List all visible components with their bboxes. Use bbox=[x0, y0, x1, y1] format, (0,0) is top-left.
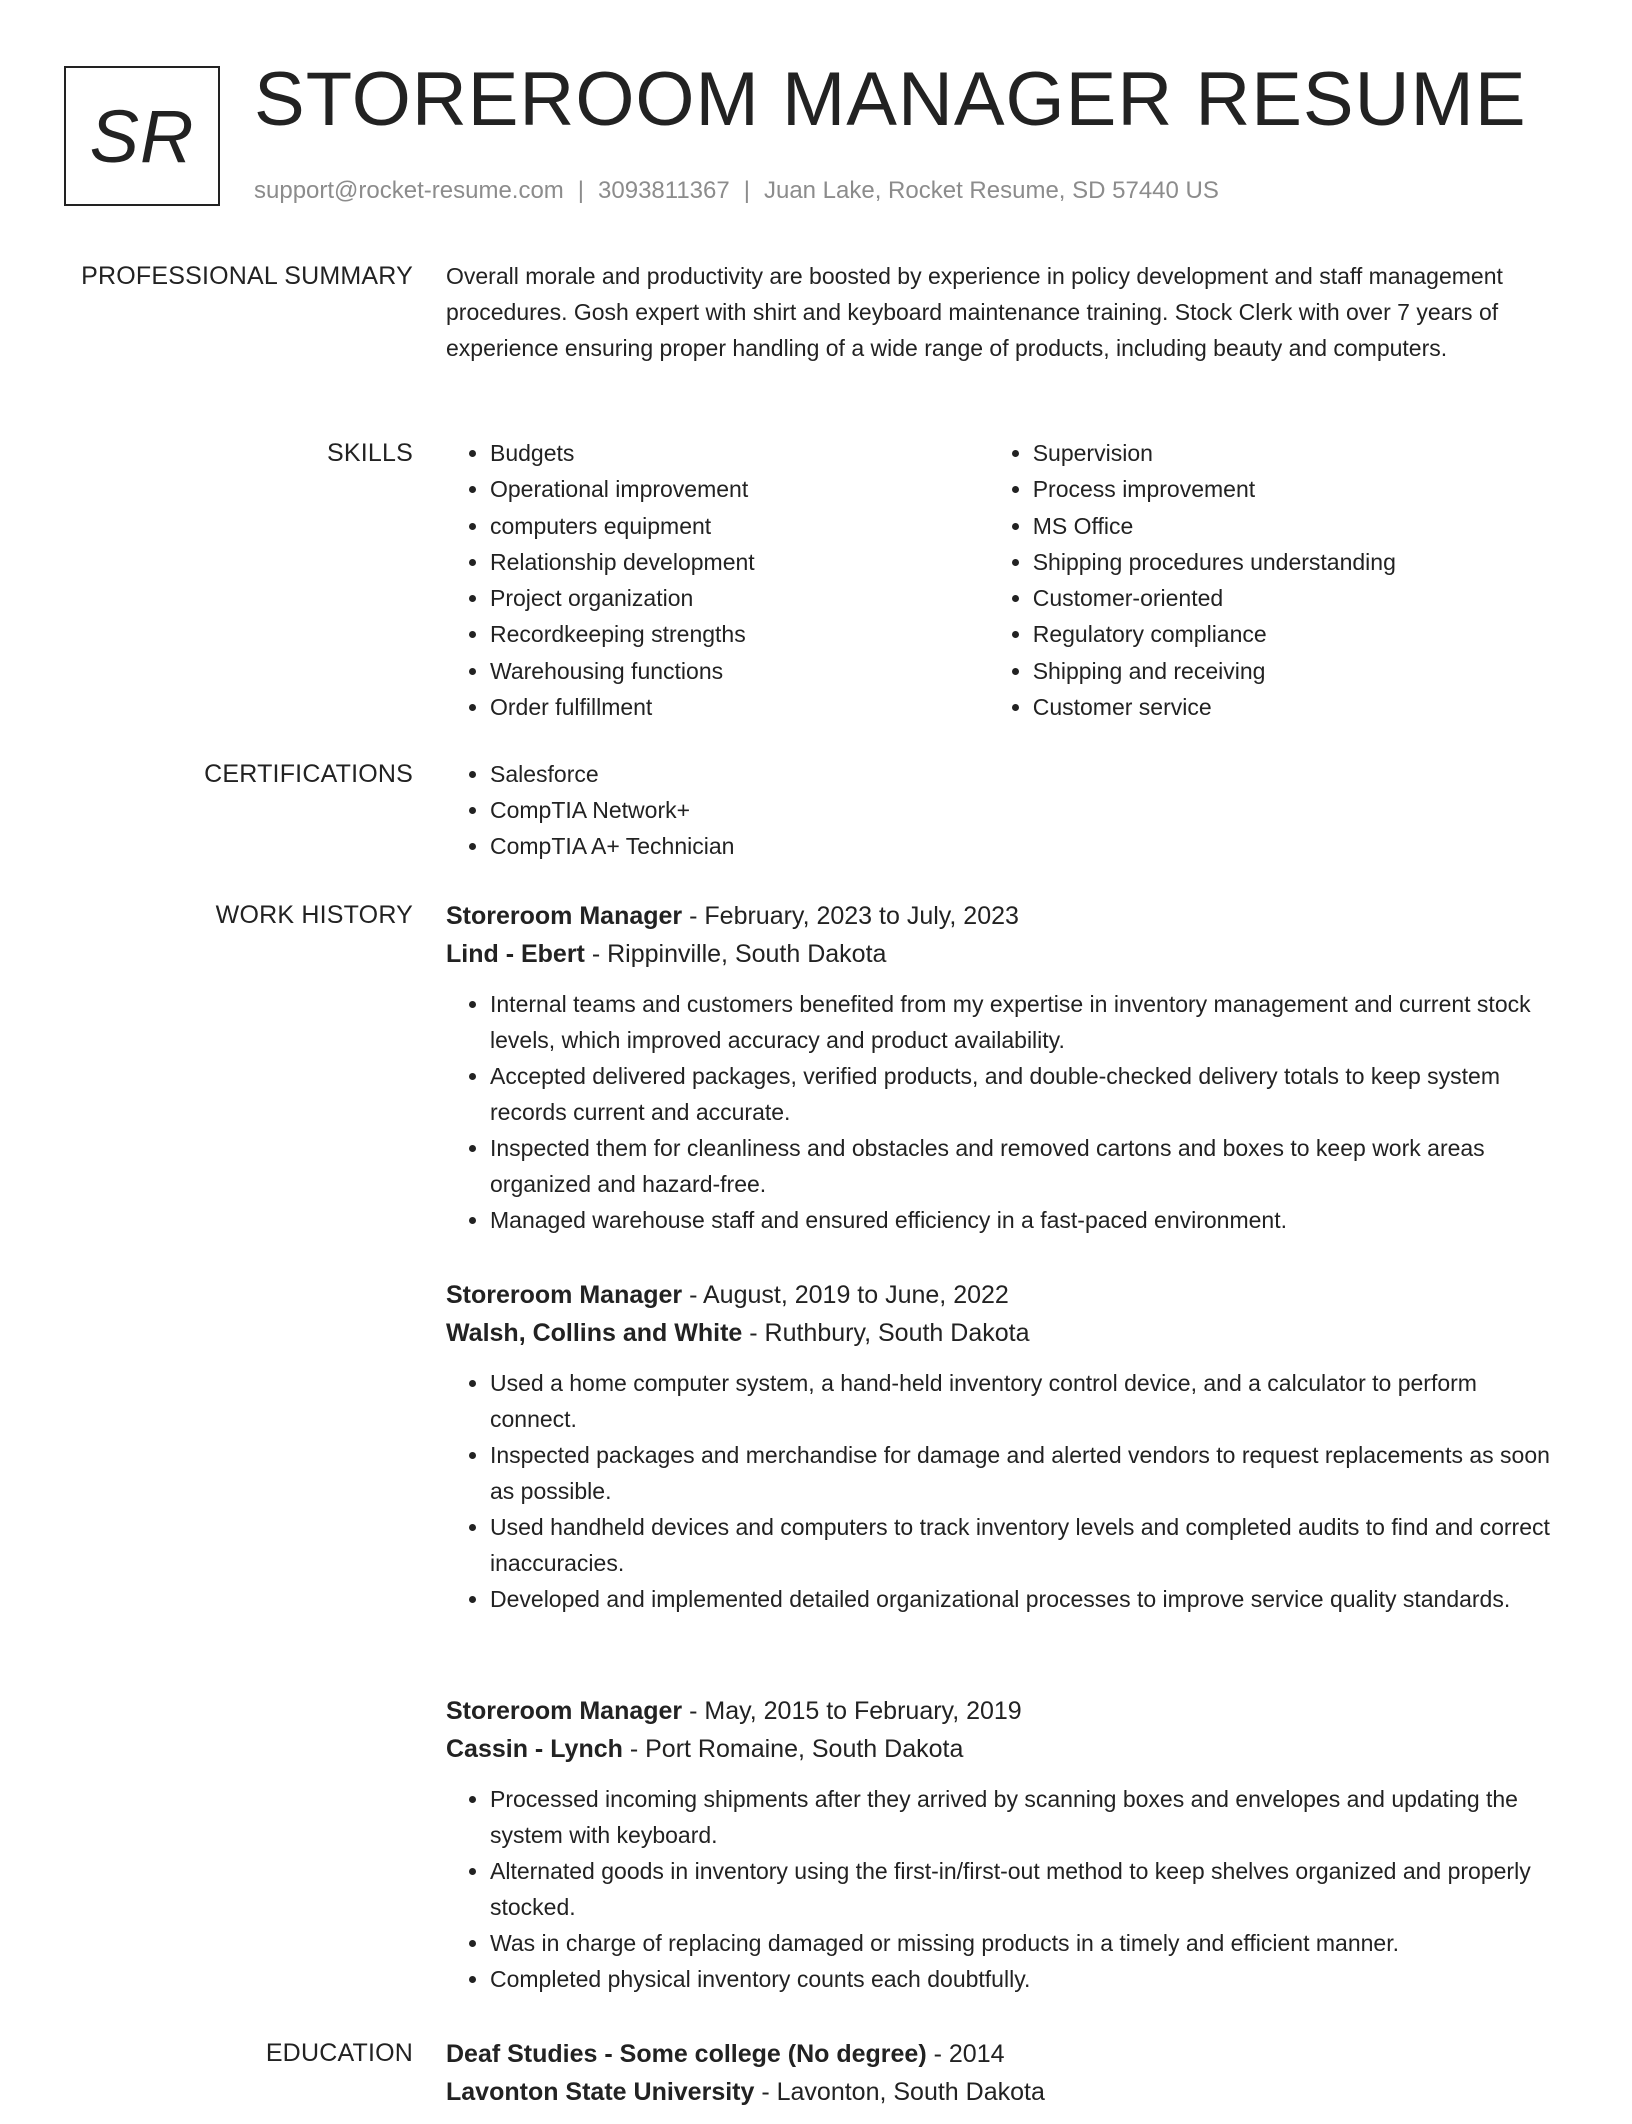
monogram-initials: SR bbox=[89, 94, 195, 178]
certification-item: • CompTIA A+ Technician bbox=[490, 828, 1566, 864]
job-title-line bbox=[446, 1276, 1566, 1314]
certifications-body bbox=[446, 756, 1566, 864]
skills-body bbox=[446, 435, 1566, 725]
job-entry bbox=[446, 897, 1566, 1238]
employer-name: Cassin - Lynch bbox=[446, 1735, 623, 1763]
job-duty: • Used handheld devices and computers to track inventory levels and completed audits to find and correct inaccuracies. bbox=[490, 1509, 1566, 1581]
employer-line bbox=[446, 935, 1566, 973]
job-duty: • Inspected them for cleanliness and obstacles and removed cartons and boxes to keep work areas organized and hazard-free. bbox=[490, 1130, 1566, 1202]
skill-item: • Customer service bbox=[1033, 689, 1566, 725]
job-title: Storeroom Manager bbox=[446, 1281, 683, 1309]
job-duty: • Processed incoming shipments after they arrived by scanning boxes and envelopes and updating the system with keyboard. bbox=[490, 1781, 1566, 1853]
job-duties-list bbox=[446, 986, 1566, 1238]
job-title-line bbox=[446, 1692, 1566, 1730]
skill-item: • Budgets bbox=[490, 435, 989, 471]
employer-location: - Rippinville, South Dakota bbox=[584, 940, 887, 968]
job-duty: • Was in charge of replacing damaged or missing products in a timely and efficient manner. bbox=[490, 1925, 1566, 1961]
skill-item: • Recordkeeping strengths bbox=[490, 616, 989, 652]
job-duties-list bbox=[446, 1781, 1566, 1997]
section-label-work-history: WORK HISTORY bbox=[215, 901, 413, 929]
job-duties-list bbox=[446, 1365, 1566, 1617]
skill-item: • MS Office bbox=[1033, 508, 1566, 544]
section-label-skills: SKILLS bbox=[327, 439, 413, 467]
summary-body bbox=[446, 258, 1566, 366]
job-title: Storeroom Manager bbox=[446, 1697, 683, 1725]
job-dates: - February, 2023 to July, 2023 bbox=[682, 902, 1019, 930]
contact-separator: | bbox=[743, 177, 750, 204]
job-duty: • Completed physical inventory counts each doubtfully. bbox=[490, 1961, 1566, 1997]
education-school-line bbox=[446, 2073, 1566, 2111]
skill-item: • Shipping procedures understanding bbox=[1033, 544, 1566, 580]
summary-text: Overall morale and productivity are boosted by experience in policy development and staff management procedures. Gosh expert with shirt and keyboard maintenance training. Stock Clerk with over 7 years of experience ensuring proper handling of a wide range of products, including beauty and computers. bbox=[446, 263, 1503, 361]
job-duty: • Inspected packages and merchandise for damage and alerted vendors to request replacements as soon as possible. bbox=[490, 1437, 1566, 1509]
contact-separator: | bbox=[577, 177, 585, 204]
skill-item: • Operational improvement bbox=[490, 471, 989, 507]
section-label-certifications: CERTIFICATIONS bbox=[204, 760, 413, 788]
employer-location: - Ruthbury, South Dakota bbox=[742, 1319, 1030, 1347]
job-entry bbox=[446, 1692, 1566, 1997]
certifications-list bbox=[446, 756, 1566, 864]
contact-phone: 3093811367 bbox=[598, 177, 730, 204]
education-year: - 2014 bbox=[926, 2040, 1005, 2068]
skills-grid bbox=[446, 435, 1566, 725]
education-school: Lavonton State University bbox=[446, 2078, 755, 2106]
skill-item: • Process improvement bbox=[1033, 471, 1566, 507]
education-degree: Deaf Studies - Some college (No degree) bbox=[446, 2040, 927, 2068]
section-label-education: EDUCATION bbox=[265, 2039, 413, 2067]
certification-item: • CompTIA Network+ bbox=[490, 792, 1566, 828]
education-body bbox=[446, 2035, 1566, 2124]
job-dates: - August, 2019 to June, 2022 bbox=[682, 1281, 1009, 1309]
job-entry bbox=[446, 1276, 1566, 1617]
employer-line bbox=[446, 1730, 1566, 1768]
skill-item: • Supervision bbox=[1033, 435, 1566, 471]
skill-item: • Relationship development bbox=[490, 544, 989, 580]
employer-name: Walsh, Collins and White bbox=[446, 1319, 743, 1347]
section-label-summary: PROFESSIONAL SUMMARY bbox=[81, 262, 413, 290]
job-duty: • Managed warehouse staff and ensured efficiency in a fast-paced environment. bbox=[490, 1202, 1566, 1238]
job-duty: • Used a home computer system, a hand-held inventory control device, and a calculator to perform connect. bbox=[490, 1365, 1566, 1437]
skill-item: • Regulatory compliance bbox=[1033, 616, 1566, 652]
contact-address: Juan Lake, Rocket Resume, SD 57440 US bbox=[763, 177, 1219, 204]
job-title: Storeroom Manager bbox=[446, 902, 683, 930]
contact-line bbox=[254, 174, 1219, 208]
skill-item: • Shipping and receiving bbox=[1033, 653, 1566, 689]
skill-item: • Warehousing functions bbox=[490, 653, 989, 689]
skill-item: • Order fulfillment bbox=[490, 689, 989, 725]
job-duty: • Alternated goods in inventory using the first-in/first-out method to keep shelves organized and properly stocked. bbox=[490, 1853, 1566, 1925]
employer-line bbox=[446, 1314, 1566, 1352]
employer-location: - Port Romaine, South Dakota bbox=[622, 1735, 964, 1763]
skills-list-right bbox=[989, 435, 1566, 725]
monogram-box bbox=[64, 66, 220, 206]
education-degree-line bbox=[446, 2035, 1566, 2073]
certification-item: • Salesforce bbox=[490, 756, 1566, 792]
job-title-line bbox=[446, 897, 1566, 935]
skill-item: • Project organization bbox=[490, 580, 989, 616]
contact-email: support@rocket-resume.com bbox=[254, 177, 564, 204]
employer-name: Lind - Ebert bbox=[446, 940, 585, 968]
skill-item: • Customer-oriented bbox=[1033, 580, 1566, 616]
resume-title: STOREROOM MANAGER RESUME bbox=[254, 57, 1527, 142]
education-location: - Lavonton, South Dakota bbox=[754, 2078, 1045, 2106]
job-duty: • Accepted delivered packages, verified products, and double-checked delivery totals to keep system records current and accurate. bbox=[490, 1058, 1566, 1130]
job-duty: • Internal teams and customers benefited from my expertise in inventory management and current stock levels, which improved accuracy and product availability. bbox=[490, 986, 1566, 1058]
skills-list-left bbox=[446, 435, 989, 725]
job-duty: • Developed and implemented detailed organizational processes to improve service quality standards. bbox=[490, 1581, 1566, 1617]
job-dates: - May, 2015 to February, 2019 bbox=[682, 1697, 1022, 1725]
skill-item: • computers equipment bbox=[490, 508, 989, 544]
